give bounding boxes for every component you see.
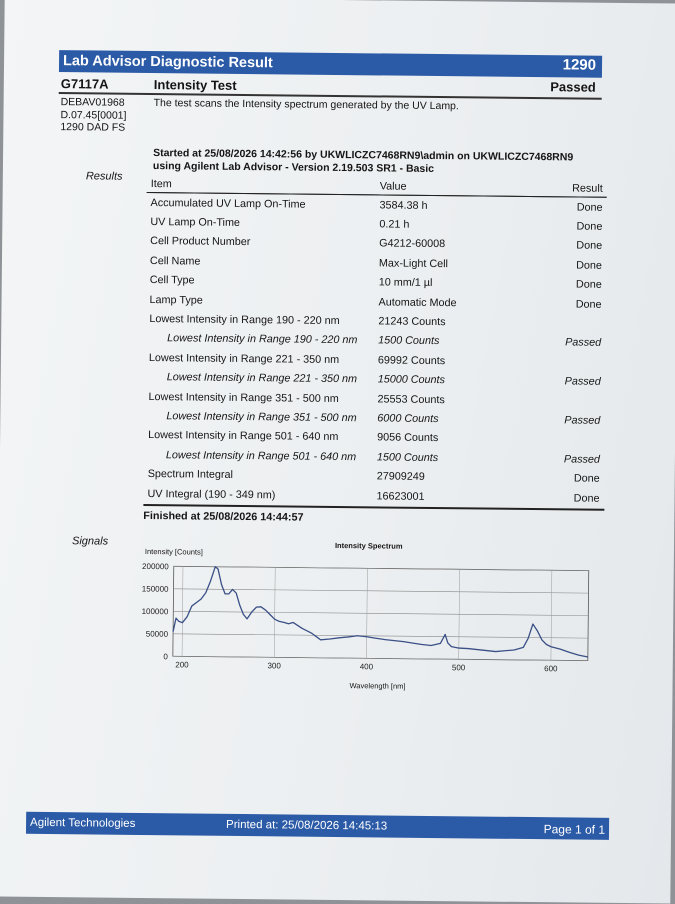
- cell-value: Automatic Mode: [378, 296, 457, 309]
- started-line-2: using Agilent Lab Advisor - Version 2.19.503 SR1 - Basic: [152, 159, 435, 175]
- signals-label: Signals: [71, 535, 109, 548]
- cell-result: [537, 313, 605, 333]
- cell-result: Done: [575, 298, 602, 311]
- cell-value: 21243 Counts: [378, 315, 446, 329]
- cell-item: Accumulated UV Lamp On-Time: [150, 196, 306, 211]
- y-gridline: [173, 656, 588, 660]
- test-description: The test scans the Intensity spectrum generated by the UV Lamp.: [153, 97, 459, 113]
- cell-value: 25553 Counts: [377, 393, 445, 406]
- cell-item: Lowest Intensity in Range 190 - 220 nm: [167, 332, 358, 347]
- y-tick-label: 50000: [145, 629, 169, 639]
- x-axis-title: Wavelength [nm]: [349, 681, 406, 691]
- cell-item: Lowest Intensity in Range 190 - 220 nm: [149, 313, 340, 328]
- cell-item: Lowest Intensity in Range 221 - 350 nm: [166, 371, 358, 386]
- cell-result: Passed: [563, 453, 600, 466]
- cell-result: [537, 352, 605, 372]
- report-number: 1290: [562, 56, 597, 74]
- cell-result: Done: [576, 201, 603, 214]
- column-header-value: Value: [376, 177, 539, 196]
- y-tick-label: 150000: [141, 584, 169, 594]
- cell-result: Done: [575, 278, 602, 292]
- cell-item: Lowest Intensity in Range 221 - 350 nm: [148, 351, 340, 366]
- cell-value: G4212-60008: [379, 237, 446, 251]
- cell-value: 1500 Counts: [378, 334, 440, 348]
- cell-result: Passed: [564, 414, 601, 427]
- cell-value: 27909249: [376, 470, 425, 484]
- cell-result: Done: [576, 259, 603, 272]
- cell-value: 1500 Counts: [376, 451, 439, 464]
- serial-number: DEBAV01968: [60, 96, 125, 109]
- x-tick-label: 600: [544, 664, 558, 674]
- y-tick-label: 0: [163, 652, 168, 662]
- y-gridline: [173, 634, 588, 638]
- y-tick-label: 200000: [142, 561, 169, 572]
- firmware-version: D.07.45[0001]: [60, 108, 127, 122]
- finished-info: Finished at 25/08/2026 14:44:57: [143, 509, 304, 524]
- cell-item: Lamp Type: [149, 293, 203, 307]
- column-header-result: Result: [539, 179, 607, 197]
- cell-item: Cell Product Number: [150, 235, 251, 249]
- cell-item: Cell Type: [149, 274, 195, 287]
- cell-result: Done: [573, 472, 600, 485]
- cell-value: 3584.38 h: [379, 199, 428, 212]
- page-number: Page 1 of 1: [543, 822, 606, 837]
- cell-result: Passed: [564, 375, 601, 388]
- cell-item: Lowest Intensity in Range 351 - 500 nm: [148, 390, 339, 405]
- cell-value: 6000 Counts: [377, 412, 439, 426]
- cell-item: Lowest Intensity in Range 501 - 640 nm: [165, 448, 357, 463]
- x-tick-label: 200: [175, 660, 189, 670]
- company-name: Agilent Technologies: [30, 816, 136, 830]
- cell-value: 9056 Counts: [377, 431, 439, 445]
- test-status: Passed: [550, 79, 596, 95]
- x-tick-label: 500: [451, 663, 466, 673]
- cell-value: 15000 Counts: [377, 373, 446, 387]
- y-gridline: [173, 611, 588, 615]
- cell-result: Done: [576, 239, 603, 253]
- cell-result: [536, 391, 604, 411]
- results-label: Results: [85, 170, 123, 183]
- cell-item: UV Integral (190 - 349 nm): [147, 487, 276, 501]
- instrument-type: 1290 DAD FS: [60, 121, 126, 134]
- cell-result: Done: [576, 220, 603, 233]
- chart-title: Intensity Spectrum: [334, 540, 403, 551]
- cell-item: Spectrum Integral: [147, 468, 234, 482]
- cell-value: Max-Light Cell: [378, 257, 449, 271]
- started-info: [153, 147, 603, 177]
- y-axis-title: Intensity [Counts]: [144, 546, 203, 557]
- cell-item: Cell Name: [149, 254, 201, 268]
- module-model: G7117A: [60, 76, 109, 92]
- y-tick-label: 100000: [141, 606, 169, 617]
- cell-value: 16623001: [376, 489, 425, 503]
- title-bar: [59, 50, 602, 78]
- y-gridline: [174, 566, 589, 570]
- cell-item: Lowest Intensity in Range 501 - 640 nm: [148, 429, 339, 444]
- column-header-item: Item: [147, 175, 376, 195]
- cell-value: 0.21 h: [379, 218, 410, 231]
- printed-at: Printed at: 25/08/2026 14:45:13: [226, 818, 388, 833]
- cell-result: Done: [573, 492, 600, 505]
- started-line-1: Started at 25/08/2026 14:42:56 by UKWLICZC7468RN9\admin on UKWLICZC7468RN9: [153, 147, 574, 164]
- cell-value: 69992 Counts: [377, 354, 446, 367]
- x-tick-label: 400: [359, 662, 374, 672]
- cell-item: Lowest Intensity in Range 351 - 500 nm: [166, 410, 357, 425]
- cell-value: 10 mm/1 µl: [378, 276, 433, 290]
- x-tick-label: 300: [267, 661, 281, 671]
- cell-item: UV Lamp On-Time: [150, 216, 241, 230]
- intensity-spectrum-chart: [138, 558, 599, 683]
- report-title: Lab Advisor Diagnostic Result: [62, 53, 273, 72]
- test-name: Intensity Test: [153, 77, 237, 93]
- cell-result: [536, 430, 604, 450]
- footer-bar: [26, 812, 609, 840]
- instrument-info: [60, 96, 126, 134]
- cell-result: Passed: [565, 336, 602, 350]
- results-table: [143, 175, 606, 508]
